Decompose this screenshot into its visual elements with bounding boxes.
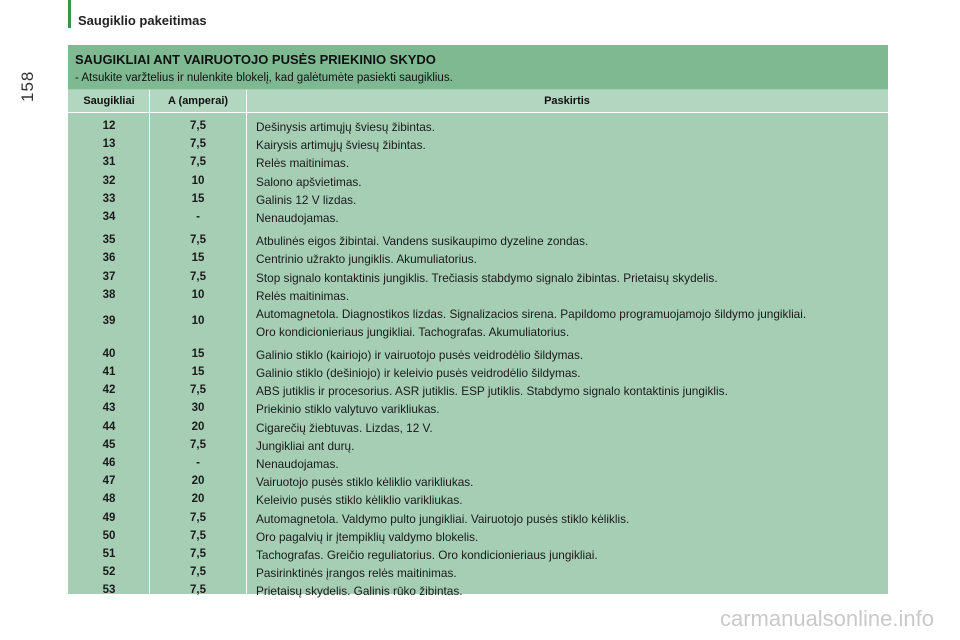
fuse-amperage: 15: [191, 366, 205, 379]
fuse-purpose: [256, 346, 884, 364]
fuse-number: 49: [102, 511, 116, 524]
fuse-amperage: 7,5: [190, 120, 206, 132]
fuse-amperage: -: [196, 457, 200, 469]
table-row: [68, 208, 888, 226]
fuse-purpose-line: Galinio stiklo (kairiojo) ir vairuotojo pusės veidrodėlio šildymas.: [256, 347, 584, 362]
fuse-amperage: 7,5: [190, 529, 206, 542]
fuse-purpose: [256, 528, 884, 546]
fuse-purpose-line: Cigarečių žiebtuvas. Lizdas, 12 V.: [256, 420, 433, 435]
fuse-number: 33: [102, 192, 116, 205]
header-divider: [68, 112, 888, 113]
table-row: [68, 231, 888, 249]
table-row: [68, 563, 888, 581]
fuse-number: 41: [102, 366, 116, 379]
fuse-amperage: 7,5: [190, 384, 206, 397]
fuse-number: 32: [102, 174, 116, 187]
fuse-amperage: 7,5: [190, 584, 206, 597]
fuse-purpose-line: ABS jutiklis ir procesorius. ASR jutiklis. ESP jutiklis. Stabdymo signalo kontaktinis jungiklis.: [256, 384, 728, 399]
fuse-number: 47: [102, 475, 116, 488]
column-header-purpose: Paskirtis: [544, 95, 590, 107]
fuse-number: 35: [102, 234, 116, 247]
fuse-table-panel: [68, 45, 888, 599]
page-number: 158: [18, 70, 37, 102]
fuse-number: 37: [102, 270, 116, 283]
fuse-purpose-line: Automagnetola. Valdymo pulto jungikliai. Vairuotojo pusės stiklo kėliklis.: [256, 511, 630, 526]
fuse-amperage: 7,5: [190, 234, 206, 247]
fuse-purpose: [256, 582, 884, 600]
table-row: [68, 345, 888, 363]
table-row: [68, 286, 888, 304]
fuse-number: 46: [102, 457, 116, 469]
fuse-amperage: 15: [191, 347, 205, 360]
section-title: Saugiklio pakeitimas: [78, 13, 207, 28]
fuse-amperage: 20: [191, 420, 205, 433]
table-row: [68, 304, 888, 340]
fuse-amperage: 15: [191, 192, 205, 205]
fuse-purpose: [256, 491, 884, 509]
fuse-purpose: [256, 546, 884, 564]
table-row: [68, 509, 888, 527]
table-row: [68, 381, 888, 399]
fuse-purpose-line: Relės maitinimas.: [256, 288, 350, 303]
fuse-purpose-line: Kairysis artimųjų šviesų žibintas.: [256, 138, 426, 153]
fuse-amperage: 7,5: [190, 547, 206, 560]
fuse-purpose: [256, 250, 884, 268]
table-row: [68, 117, 888, 135]
fuse-purpose: [256, 564, 884, 582]
fuse-number: 39: [102, 314, 116, 327]
fuse-amperage: 15: [191, 252, 205, 265]
table-row: [68, 581, 888, 599]
fuse-purpose: [256, 287, 884, 305]
panel-header: [68, 45, 888, 89]
fuse-purpose-line: Atbulinės eigos žibintai. Vandens susikaupimo dyzeline zondas.: [256, 234, 589, 249]
fuse-amperage: 30: [191, 402, 205, 415]
fuse-number: 13: [102, 138, 116, 151]
fuse-number: 34: [102, 210, 116, 223]
column-header-amps: A (amperai): [167, 95, 229, 107]
fuse-number: 43: [102, 402, 116, 415]
fuse-purpose-line: Pasirinktinės įrangos relės maitinimas.: [256, 566, 457, 581]
fuse-amperage: 7,5: [190, 511, 206, 524]
fuse-number: 12: [102, 120, 116, 132]
fuse-purpose: [256, 305, 884, 341]
fuse-purpose-line: Jungikliai ant durų.: [256, 438, 355, 453]
table-row: [68, 135, 888, 153]
fuse-number: 31: [102, 156, 116, 169]
fuse-amperage: 7,5: [190, 438, 206, 451]
fuse-amperage: 20: [191, 475, 205, 488]
fuse-purpose-line: Relės maitinimas.: [256, 156, 350, 171]
fuse-number: 45: [102, 438, 116, 451]
table-header-row: [68, 90, 888, 112]
fuse-amperage: 7,5: [190, 566, 206, 579]
table-row: [68, 454, 888, 472]
table-row: [68, 490, 888, 508]
fuse-purpose: [256, 455, 884, 473]
panel-title: SAUGIKLIAI ANT VAIRUOTOJO PUSĖS PRIEKINIO SKYDO: [75, 52, 436, 67]
fuse-purpose: [256, 510, 884, 528]
fuse-number: 50: [102, 529, 116, 542]
fuse-purpose: [256, 209, 884, 227]
fuse-table-body: [68, 117, 888, 600]
fuse-purpose-line: Stop signalo kontaktinis jungiklis. Trečiasis stabdymo signalo žibintas. Prietaisų skydelis.: [256, 270, 718, 285]
fuse-number: 36: [102, 252, 116, 265]
fuse-amperage: 10: [191, 314, 205, 327]
table-row: [68, 472, 888, 490]
fuse-purpose-line: Priekinio stiklo valytuvo varikliukas.: [256, 402, 440, 417]
fuse-purpose-line: Nenaudojamas.: [256, 457, 339, 471]
table-row: [68, 545, 888, 563]
fuse-purpose-line: Galinio stiklo (dešiniojo) ir keleivio pusės veidrodėlio šildymas.: [256, 366, 581, 381]
fuse-amperage: 10: [191, 288, 205, 301]
fuse-purpose-line: Oro pagalvių ir įtempiklių valdymo blokelis.: [256, 529, 479, 544]
fuse-amperage: -: [196, 210, 200, 223]
fuse-purpose-line: Automagnetola. Diagnostikos lizdas. Signalizacios sirena. Papildomo programuojamojo šildymo jungikliai.: [256, 306, 807, 321]
table-row: [68, 268, 888, 286]
table-row: [68, 249, 888, 267]
fuse-number: 51: [102, 547, 116, 560]
fuse-number: 52: [102, 566, 116, 579]
fuse-purpose-line: Dešinysis artimųjų šviesų žibintas.: [256, 120, 435, 134]
fuse-purpose-line: Prietaisų skydelis. Galinis rūko žibintas.: [256, 584, 463, 599]
fuse-purpose: [256, 269, 884, 287]
fuse-purpose: [256, 419, 884, 437]
fuse-purpose: [256, 154, 884, 172]
fuse-purpose: [256, 118, 884, 136]
fuse-number: 48: [102, 493, 116, 506]
table-row: [68, 399, 888, 417]
column-header-fuses: Saugikliai: [83, 95, 135, 107]
fuse-number: 42: [102, 384, 116, 397]
fuse-number: 53: [102, 584, 116, 597]
table-row: [68, 190, 888, 208]
fuse-purpose: [256, 136, 884, 154]
fuse-purpose-line: Tachografas. Greičio reguliatorius. Oro kondicionieriaus jungikliai.: [256, 547, 598, 562]
fuse-purpose-line: Centrinio užrakto jungiklis. Akumuliatorius.: [256, 252, 477, 267]
fuse-purpose-line: Galinis 12 V lizdas.: [256, 192, 357, 207]
table-row: [68, 153, 888, 171]
fuse-purpose: [256, 191, 884, 209]
fuse-purpose: [256, 382, 884, 400]
fuse-purpose: [256, 364, 884, 382]
fuse-purpose: [256, 232, 884, 250]
fuse-amperage: 7,5: [190, 270, 206, 283]
fuse-number: 40: [102, 347, 116, 360]
fuse-purpose: [256, 400, 884, 418]
fuse-purpose-line: Salono apšvietimas.: [256, 174, 362, 189]
section-marker-bar: [68, 0, 71, 28]
fuse-number: 44: [102, 420, 116, 433]
watermark: carmanualsonline.info: [719, 606, 934, 631]
table-row: [68, 363, 888, 381]
fuse-amperage: 20: [191, 493, 205, 506]
fuse-number: 38: [102, 288, 116, 301]
fuse-purpose: [256, 473, 884, 491]
table-row: [68, 436, 888, 454]
fuse-purpose: [256, 173, 884, 191]
fuse-purpose-line: Oro kondicionieriaus jungikliai. Tachografas. Akumuliatorius.: [256, 324, 570, 339]
fuse-amperage: 7,5: [190, 138, 206, 151]
fuse-purpose-line: Nenaudojamas.: [256, 210, 339, 225]
table-row: [68, 527, 888, 545]
fuse-purpose: [256, 437, 884, 455]
fuse-amperage: 7,5: [190, 156, 206, 169]
fuse-purpose-line: Vairuotojo pusės stiklo kėliklio varikliukas.: [256, 475, 474, 490]
table-row: [68, 418, 888, 436]
table-row: [68, 172, 888, 190]
fuse-purpose-line: Keleivio pusės stiklo kėliklio varikliukas.: [256, 493, 463, 508]
fuse-amperage: 10: [191, 174, 205, 187]
panel-instruction: - Atsukite varžtelius ir nulenkite blokelį, kad galėtumėte pasiekti saugiklius.: [75, 72, 453, 84]
